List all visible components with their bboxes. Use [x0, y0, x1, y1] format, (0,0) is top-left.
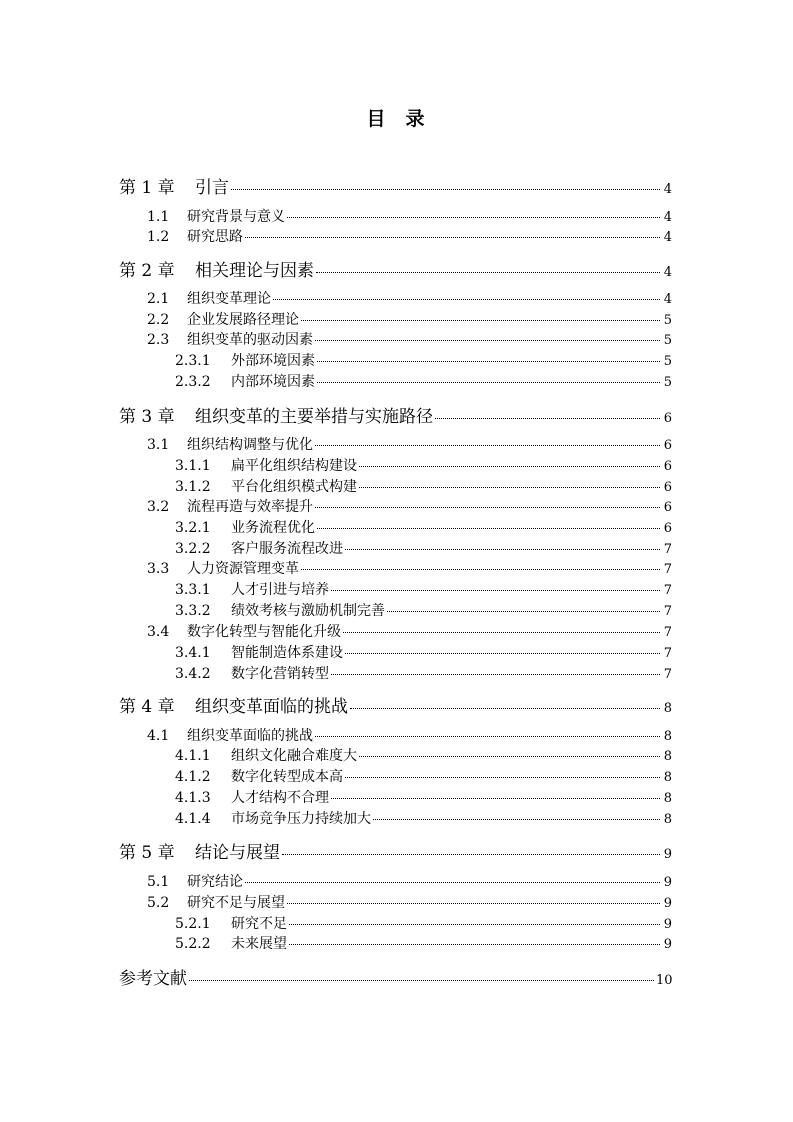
toc-entry-title: 扁平化组织结构建设: [231, 458, 357, 474]
toc-entry-page: 6: [663, 438, 672, 453]
toc-entry-page: 8: [663, 791, 672, 806]
title-char-2: 录: [405, 108, 427, 130]
toc-entry-page: 4: [663, 292, 672, 307]
toc-entry-number: 5.2: [147, 895, 170, 911]
toc-entry-number: 3.1: [147, 437, 170, 453]
dot-leader: [387, 611, 660, 612]
toc-entry-page: 8: [663, 729, 672, 744]
toc-entry-page: 4: [663, 265, 672, 280]
dot-leader: [317, 382, 660, 383]
toc-entry[interactable]: [147, 871, 672, 889]
toc-entry-page: 6: [663, 459, 672, 474]
toc-entry-number: 2.3: [147, 332, 170, 348]
toc-entry-number: 2.2: [147, 312, 170, 328]
toc-entry-page: 6: [663, 411, 672, 426]
toc-entry-page: 5: [663, 333, 672, 348]
toc-entry-number: 3.2: [147, 499, 170, 515]
toc-entry-page: 6: [663, 480, 672, 495]
toc-entry-title: 组织变革面临的挑战: [187, 728, 313, 744]
toc-entry[interactable]: [119, 838, 672, 863]
toc-entry-number: 2.3.2: [175, 374, 211, 390]
toc-entry-title: 组织变革的主要举措与实施路径: [195, 407, 433, 427]
toc-entry-number: 第 3 章: [119, 407, 175, 427]
page-title: [0, 104, 793, 131]
toc-entry[interactable]: [175, 371, 672, 389]
toc-entry-title: 研究不足与展望: [187, 895, 285, 911]
toc-entry-number: 2.1: [147, 291, 170, 307]
dot-leader: [350, 708, 660, 709]
toc-entry-number: 1.1: [147, 209, 170, 225]
dot-leader: [317, 528, 660, 529]
toc-entry-page: 8: [663, 812, 672, 827]
dot-leader: [343, 632, 660, 633]
toc-entry-page: 9: [663, 896, 672, 911]
dot-leader: [317, 361, 660, 362]
toc-entry-page: 6: [663, 500, 672, 515]
dot-leader: [282, 854, 660, 855]
dot-leader: [315, 340, 660, 341]
toc-entry[interactable]: [175, 455, 672, 473]
toc-entry[interactable]: [147, 226, 672, 244]
toc-entry[interactable]: [175, 600, 672, 618]
toc-entry[interactable]: [147, 288, 672, 306]
dot-leader: [287, 903, 660, 904]
toc-entry-number: 3.2.1: [175, 520, 211, 536]
toc-entry-title: 市场竞争压力持续加大: [231, 811, 371, 827]
toc-entry[interactable]: [119, 964, 673, 989]
toc-entry-title: 数字化转型与智能化升级: [187, 624, 341, 640]
toc-entry-title: 平台化组织模式构建: [231, 479, 357, 495]
toc-entry-page: 4: [663, 210, 672, 225]
toc-entry-title: 人力资源管理变革: [187, 561, 299, 577]
dot-leader: [331, 674, 660, 675]
dot-leader: [359, 756, 660, 757]
toc-entry-page: 7: [663, 625, 672, 640]
toc-entry[interactable]: [119, 402, 672, 427]
toc-entry-number: 5.2.2: [175, 936, 211, 952]
dot-leader: [245, 882, 660, 883]
toc-entry[interactable]: [175, 350, 672, 368]
dot-leader: [345, 549, 660, 550]
toc-entry[interactable]: [175, 538, 672, 556]
toc-entry-title: 绩效考核与激励机制完善: [231, 603, 385, 619]
toc-entry[interactable]: [119, 256, 672, 281]
toc-entry-page: 10: [656, 973, 673, 988]
toc-entry-number: 5.2.1: [175, 916, 211, 932]
toc-entry[interactable]: [175, 933, 672, 951]
toc-entry-title: 引言: [195, 178, 229, 198]
toc-entry-title: 结论与展望: [195, 843, 280, 863]
toc-entry-title: 流程再造与效率提升: [187, 499, 313, 515]
toc-entry-number: 第 2 章: [119, 261, 175, 281]
toc-entry-number: 3.4: [147, 624, 170, 640]
toc-entry-title: 组织结构调整与优化: [187, 437, 313, 453]
toc-entry-number: 第 5 章: [119, 843, 175, 863]
toc-entry-page: 7: [663, 604, 672, 619]
toc-entry-title: 参考文献: [119, 969, 187, 989]
toc-entry[interactable]: [147, 621, 672, 639]
toc-entry-page: 5: [663, 375, 672, 390]
dot-leader: [231, 189, 660, 190]
dot-leader: [435, 418, 660, 419]
toc-entry-page: 7: [663, 583, 672, 598]
toc-entry-page: 6: [663, 521, 672, 536]
dot-leader: [373, 819, 660, 820]
toc-entry[interactable]: [175, 745, 672, 763]
toc-entry[interactable]: [147, 434, 672, 452]
toc-entry-title: 组织文化融合难度大: [231, 748, 357, 764]
toc-entry-title: 组织变革理论: [187, 291, 271, 307]
toc-entry[interactable]: [175, 663, 672, 681]
dot-leader: [301, 569, 660, 570]
dot-leader: [345, 653, 660, 654]
toc-entry-title: 相关理论与因素: [195, 261, 314, 281]
dot-leader: [316, 272, 660, 273]
toc-entry-page: 7: [663, 646, 672, 661]
toc-entry-title: 内部环境因素: [231, 374, 315, 390]
toc-entry-number: 4.1.4: [175, 811, 211, 827]
toc-entry-page: 9: [663, 847, 672, 862]
toc-entry-page: 5: [663, 354, 672, 369]
toc-entry-title: 人才引进与培养: [231, 582, 329, 598]
toc-entry-page: 9: [663, 875, 672, 890]
toc-entry-title: 组织变革面临的挑战: [195, 697, 348, 717]
dot-leader: [315, 736, 660, 737]
toc-entry-title: 组织变革的驱动因素: [187, 332, 313, 348]
toc-entry-page: 7: [663, 542, 672, 557]
toc-entry-page: 8: [663, 749, 672, 764]
toc-entry-title: 研究不足: [231, 916, 287, 932]
toc-entry[interactable]: [175, 913, 672, 931]
toc-entry-number: 4.1.2: [175, 769, 211, 785]
toc-entry-title: 研究背景与意义: [187, 209, 285, 225]
dot-leader: [345, 777, 660, 778]
toc-entry[interactable]: [175, 517, 672, 535]
toc-entry[interactable]: [175, 808, 672, 826]
toc-entry[interactable]: [175, 476, 672, 494]
dot-leader: [287, 217, 660, 218]
toc-entry-number: 2.3.1: [175, 353, 211, 369]
toc-entry-title: 人才结构不合理: [231, 790, 329, 806]
toc-entry-number: 5.1: [147, 874, 170, 890]
toc-entry[interactable]: [175, 642, 672, 660]
dot-leader: [331, 590, 660, 591]
toc-entry[interactable]: [147, 892, 672, 910]
toc-entry-title: 数字化营销转型: [231, 666, 329, 682]
dot-leader: [315, 445, 660, 446]
toc-entry-number: 3.4.1: [175, 645, 211, 661]
toc-entry-page: 4: [663, 230, 672, 245]
toc-entry-page: 7: [663, 562, 672, 577]
toc-entry-title: 研究思路: [187, 229, 243, 245]
toc-entry-number: 第 1 章: [119, 178, 175, 198]
toc-entry[interactable]: [147, 206, 672, 224]
toc-entry-title: 业务流程优化: [231, 520, 315, 536]
toc-entry[interactable]: [119, 173, 672, 198]
toc-entry-number: 4.1.1: [175, 748, 211, 764]
toc-entry-title: 外部环境因素: [231, 353, 315, 369]
dot-leader: [289, 944, 660, 945]
dot-leader: [331, 798, 660, 799]
toc-entry-number: 3.3.2: [175, 603, 211, 619]
toc-entry-page: 9: [663, 937, 672, 952]
dot-leader: [301, 320, 660, 321]
toc-entry[interactable]: [147, 329, 672, 347]
dot-leader: [289, 924, 660, 925]
toc-entry-title: 智能制造体系建设: [231, 645, 343, 661]
toc-entry-number: 3.3.1: [175, 582, 211, 598]
toc-entry-number: 4.1: [147, 728, 170, 744]
toc-entry-number: 4.1.3: [175, 790, 211, 806]
toc-entry-page: 9: [663, 917, 672, 932]
toc-entry[interactable]: [147, 309, 672, 327]
toc-entry-page: 8: [663, 701, 672, 716]
toc-entry[interactable]: [147, 558, 672, 576]
toc-entry-number: 3.2.2: [175, 541, 211, 557]
toc-entry-title: 企业发展路径理论: [187, 312, 299, 328]
dot-leader: [189, 980, 654, 981]
dot-leader: [359, 466, 660, 467]
toc-entry[interactable]: [147, 496, 672, 514]
toc-entry-title: 研究结论: [187, 874, 243, 890]
toc-entry[interactable]: [147, 725, 672, 743]
toc-entry-title: 未来展望: [231, 936, 287, 952]
toc-entry-page: 4: [663, 182, 672, 197]
title-char-1: 目: [366, 108, 388, 130]
dot-leader: [359, 487, 660, 488]
toc-entry-page: 8: [663, 770, 672, 785]
toc-entry-number: 1.2: [147, 229, 170, 245]
toc-entry[interactable]: [175, 787, 672, 805]
dot-leader: [315, 507, 660, 508]
dot-leader: [273, 299, 660, 300]
toc-entry-number: 3.1.1: [175, 458, 211, 474]
toc-entry[interactable]: [119, 692, 672, 717]
toc-entry[interactable]: [175, 766, 672, 784]
dot-leader: [245, 237, 660, 238]
toc-entry-page: 5: [663, 313, 672, 328]
toc-entry-title: 数字化转型成本高: [231, 769, 343, 785]
toc-entry-title: 客户服务流程改进: [231, 541, 343, 557]
toc-entry-number: 3.3: [147, 561, 170, 577]
toc-entry-page: 7: [663, 667, 672, 682]
toc-entry-number: 3.4.2: [175, 666, 211, 682]
toc-entry-number: 3.1.2: [175, 479, 211, 495]
toc-entry-number: 第 4 章: [119, 697, 175, 717]
toc-entry[interactable]: [175, 579, 672, 597]
